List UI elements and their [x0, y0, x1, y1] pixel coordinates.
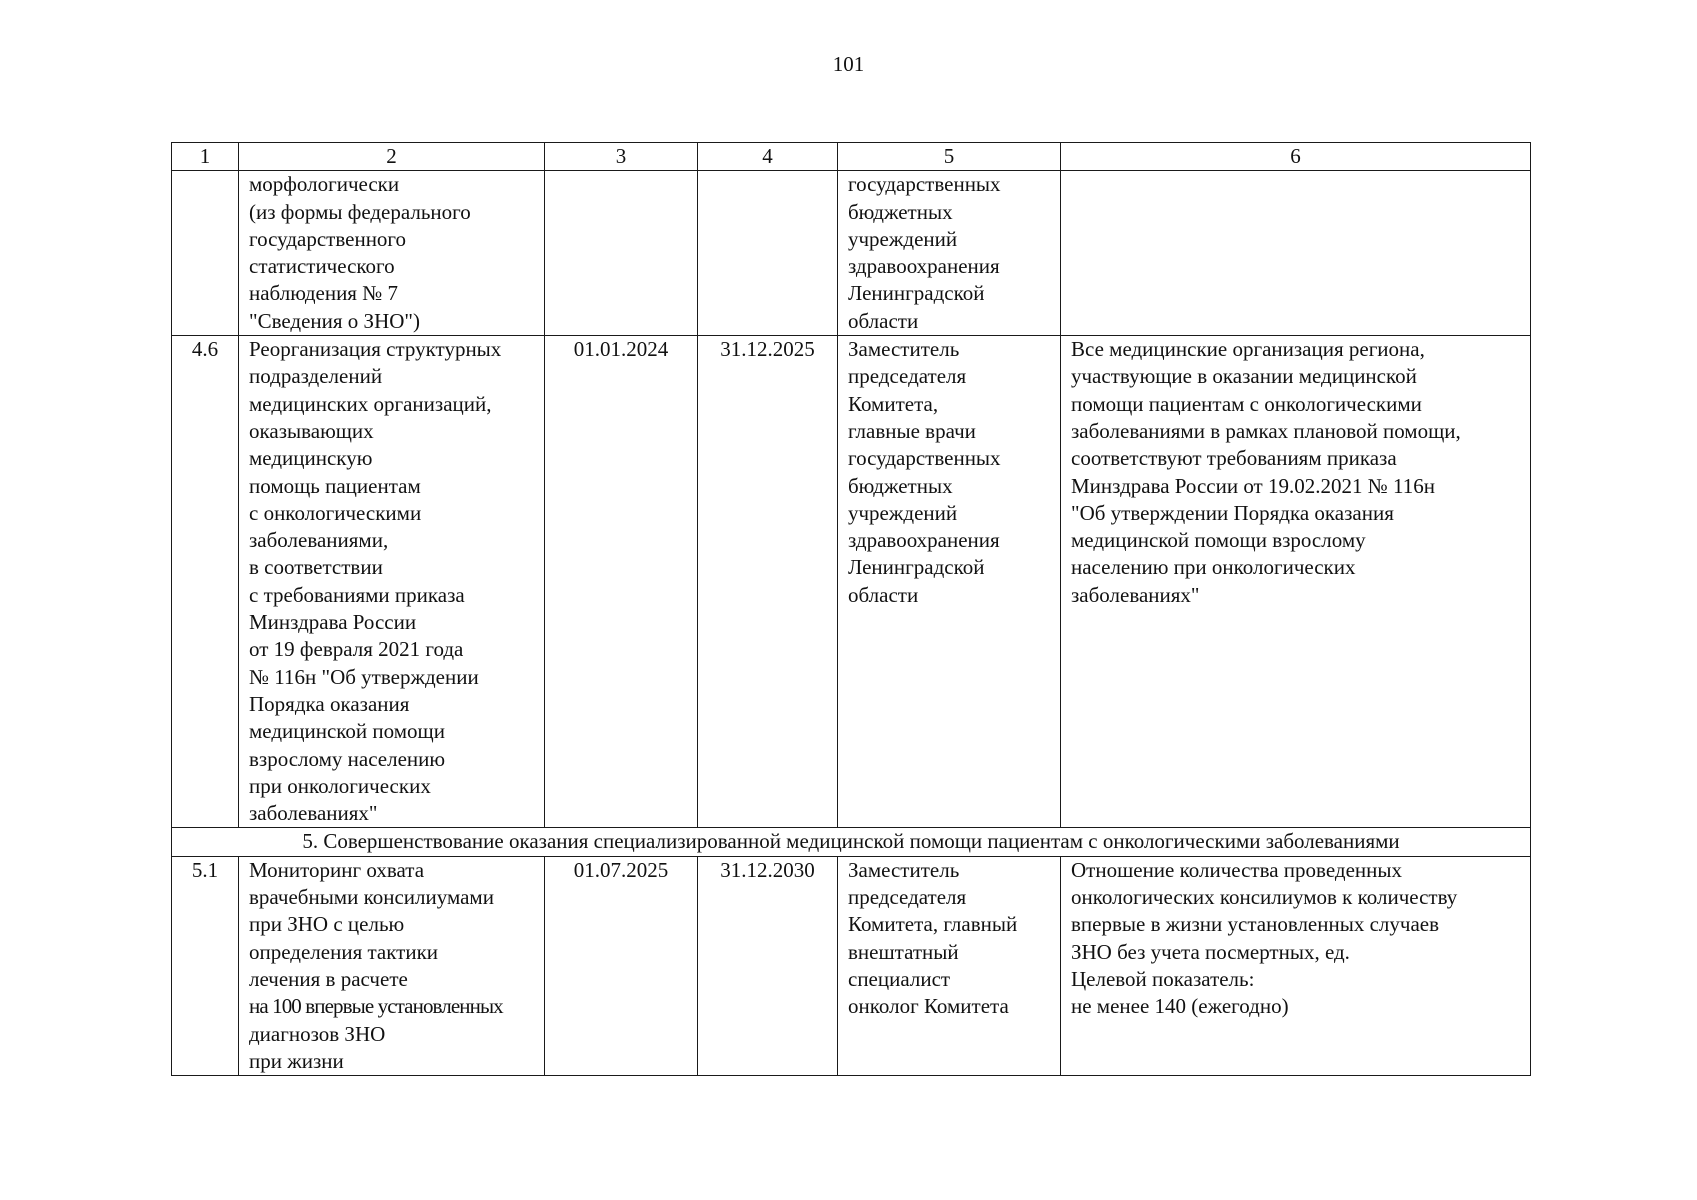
measure-line: лечения в расчете	[249, 966, 408, 991]
column-header: 6	[1061, 143, 1531, 171]
responsible-cell: Заместитель председателя Комитета, главный внештатный специалист онколог Комитета	[838, 856, 1061, 1075]
end-date-cell: 31.12.2030	[698, 856, 838, 1075]
column-header: 2	[239, 143, 545, 171]
responsible-cell: Заместитель председателя Комитета, главные врачи государственных бюджетных учреждений здравоохранения Ленинградской области	[838, 336, 1061, 828]
result-cell: Все медицинские организация региона, участвующие в оказании медицинской помощи пациентам с онкологическими заболеваниями в рамках плановой помощи, соответствуют требованиям приказа Минздрава России от 19.02.2021 № 116н "Об утверждении Порядка оказания медицинской помощи взрослому населению при онкологических заболеваниях"	[1061, 336, 1531, 828]
measures-table	[171, 142, 1531, 1076]
table-row	[172, 856, 1531, 1075]
end-date-cell: 31.12.2025	[698, 336, 838, 828]
measure-line: диагнозов ЗНО	[249, 1021, 386, 1046]
measure-line: определения тактики	[249, 939, 439, 964]
column-header: 3	[545, 143, 698, 171]
section-row	[172, 828, 1531, 856]
column-header: 5	[838, 143, 1061, 171]
measure-cell: морфологически (из формы федерального государственного статистического наблюдения № 7 "Сведения о ЗНО")	[239, 171, 545, 336]
column-header: 1	[172, 143, 239, 171]
start-date-cell: 01.01.2024	[545, 336, 698, 828]
result-cell	[1061, 171, 1531, 336]
responsible-cell: государственных бюджетных учреждений здравоохранения Ленинградской области	[838, 171, 1061, 336]
row-number: 5.1	[172, 856, 239, 1075]
measure-line: при ЗНО с целью	[249, 912, 405, 937]
row-number: 4.6	[172, 336, 239, 828]
measure-line: Мониторинг охвата	[249, 857, 425, 882]
table-row	[172, 171, 1531, 336]
result-cell: Отношение количества проведенных онкологических консилиумов к количеству впервые в жизни установленных случаев ЗНО без учета посмертных, ед. Целевой показатель: не менее 140 (ежегодно)	[1061, 856, 1531, 1075]
measure-cell: Реорганизация структурных подразделений медицинских организаций, оказывающих медицинскую помощь пациентам с онкологическими заболеваниями, в соответствии с требованиями приказа Минздрава России от 19 февраля 2021 года № 116н "Об утверждении Порядка оказания медицинской помощи взрослому населению при онкологических заболеваниях"	[239, 336, 545, 828]
measure-cell	[239, 856, 545, 1075]
end-date-cell	[698, 171, 838, 336]
page-number: 101	[832, 52, 865, 76]
measure-line: на 100 впервые установленных	[249, 994, 503, 1019]
start-date-cell	[545, 171, 698, 336]
section-title: 5. Совершенствование оказания специализированной медицинской помощи пациентам с онкологическими заболеваниями	[172, 828, 1531, 856]
column-header: 4	[698, 143, 838, 171]
measure-line: врачебными консилиумами	[249, 885, 494, 910]
table-header-row	[172, 143, 1531, 171]
table-row	[172, 336, 1531, 828]
row-number	[172, 171, 239, 336]
start-date-cell: 01.07.2025	[545, 856, 698, 1075]
measure-line: при жизни	[249, 1048, 344, 1073]
